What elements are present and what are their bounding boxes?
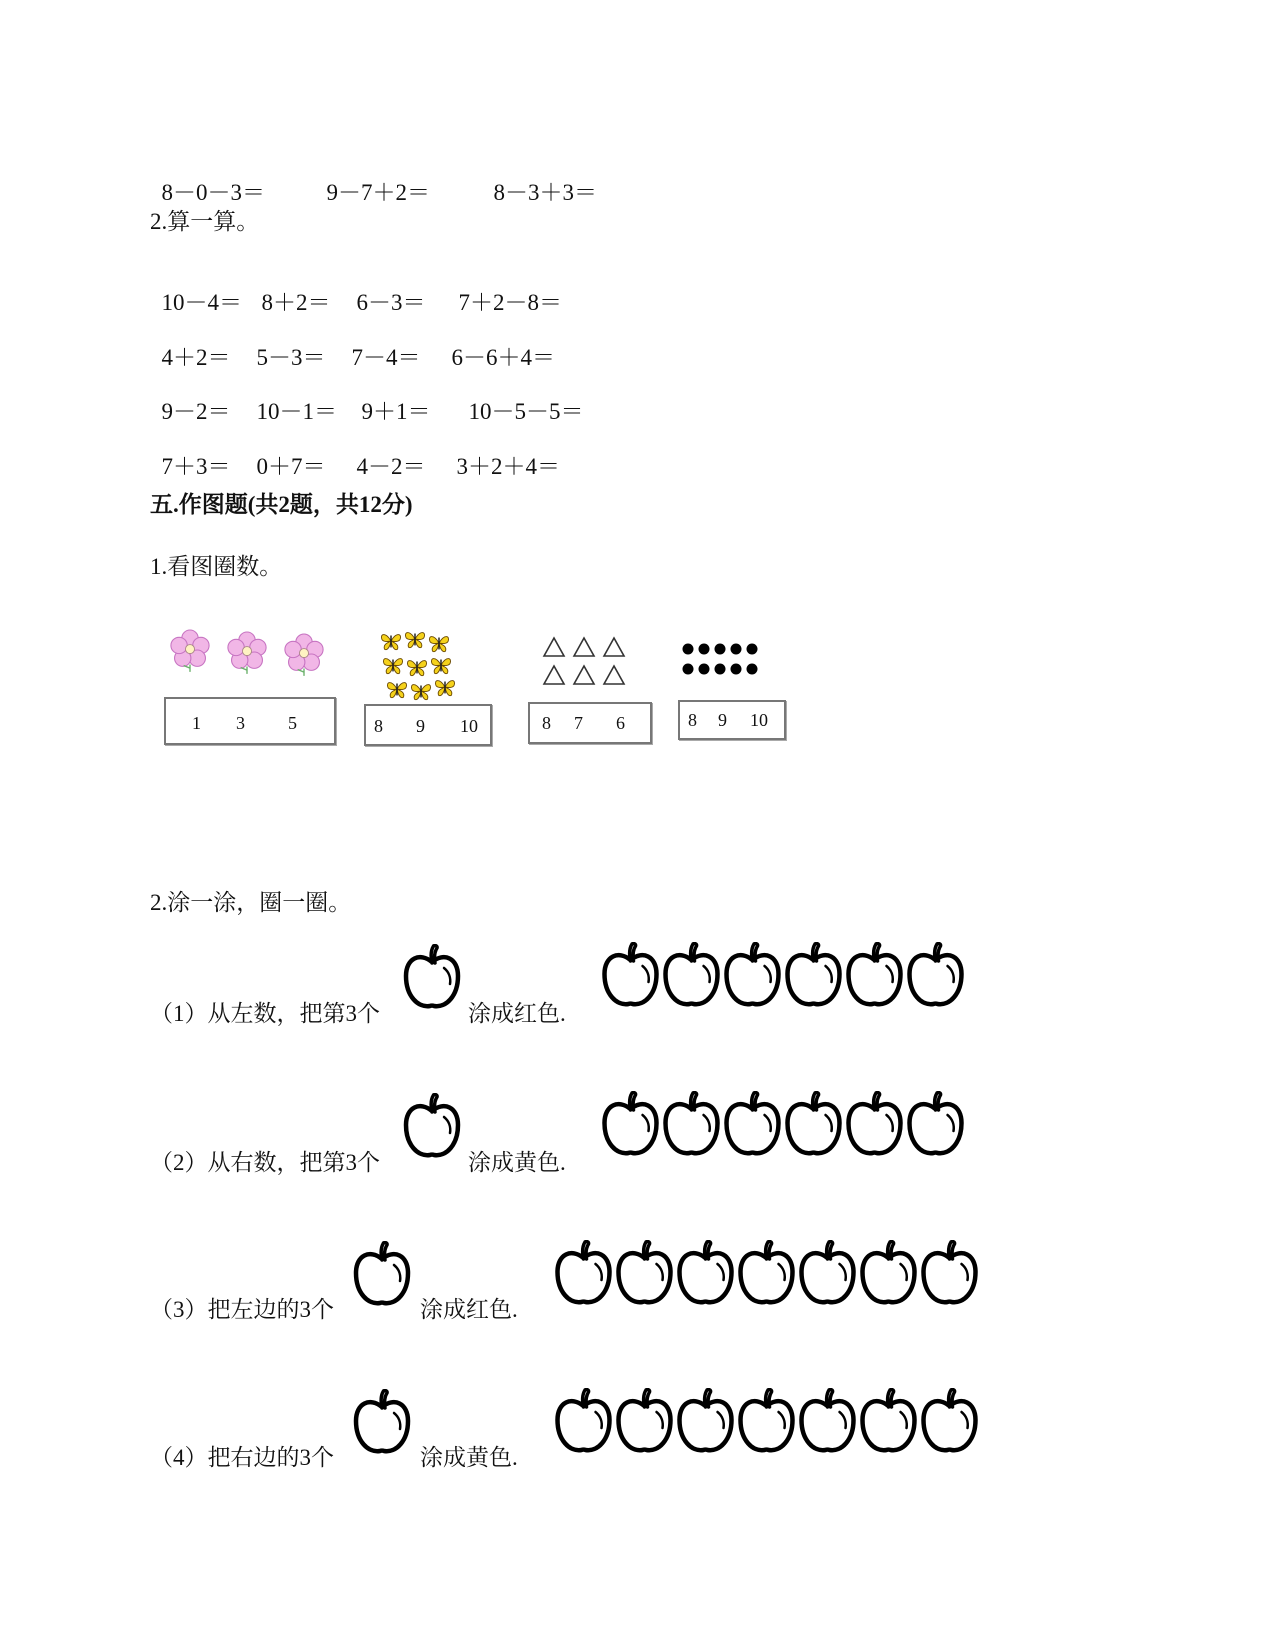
apple-icon[interactable] xyxy=(783,1091,844,1161)
triangle-icon xyxy=(574,638,594,656)
apple-icon[interactable] xyxy=(783,942,844,1012)
equation: 3＋2＋4＝ xyxy=(456,454,560,479)
dot-icon xyxy=(699,644,710,655)
number-option[interactable]: 1 xyxy=(192,713,201,733)
equation-row-3 xyxy=(150,367,584,426)
task-2-prefix: （2）从右数，把第3个 xyxy=(150,1150,380,1175)
task-1-suffix: 涂成红色. xyxy=(468,1001,566,1026)
equation-row-2 xyxy=(150,313,555,372)
task-2-suffix: 涂成黄色. xyxy=(468,1150,566,1175)
butterfly-icon xyxy=(428,632,450,654)
triangle-icon xyxy=(544,638,564,656)
butterfly-icon xyxy=(404,628,426,650)
apple-icon[interactable] xyxy=(675,1240,736,1310)
apple-icon[interactable] xyxy=(797,1240,858,1310)
apple-icon[interactable] xyxy=(553,1240,614,1310)
dot-icon xyxy=(747,664,758,675)
dot-icon xyxy=(683,644,694,655)
apple-icon[interactable] xyxy=(600,1091,661,1161)
equation: 9－7＋2＝ xyxy=(326,180,430,205)
equation: 8－3＋3＝ xyxy=(493,180,597,205)
apple-icon[interactable] xyxy=(905,1091,966,1161)
number-option[interactable]: 9 xyxy=(416,716,425,736)
equation: 10－4＝ xyxy=(161,290,242,315)
number-choice-box xyxy=(678,700,786,740)
triangle-group xyxy=(542,634,632,690)
apple-icon[interactable] xyxy=(553,1388,614,1458)
apple-icon[interactable] xyxy=(736,1240,797,1310)
dot-icon xyxy=(747,644,758,655)
equation: 10－1＝ xyxy=(256,399,337,424)
apple-icon[interactable] xyxy=(614,1388,675,1458)
triangle-icon xyxy=(544,666,564,684)
equation: 9－2＝ xyxy=(161,399,231,424)
task-3-prefix: （3）把左边的3个 xyxy=(150,1297,334,1322)
equation: 7＋2－8＝ xyxy=(458,290,562,315)
flower-icon xyxy=(284,632,324,676)
apple-icon[interactable] xyxy=(797,1388,858,1458)
dot-icon xyxy=(699,664,710,675)
equation: 6－3＝ xyxy=(356,290,426,315)
butterfly-icon xyxy=(382,654,404,676)
apple-row-2 xyxy=(600,1091,966,1161)
apple-icon xyxy=(402,1093,462,1163)
number-option[interactable]: 8 xyxy=(542,713,551,733)
question-2-title: 2.涂一涂，圈一圈。 xyxy=(150,890,352,915)
apple-icon[interactable] xyxy=(844,1091,905,1161)
flower-icon xyxy=(170,628,210,672)
task-1-prefix: （1）从左数，把第3个 xyxy=(150,1001,380,1026)
triangle-icon xyxy=(574,666,594,684)
dot-icon xyxy=(731,644,742,655)
apple-icon[interactable] xyxy=(736,1388,797,1458)
dot-icon xyxy=(731,664,742,675)
apple-icon[interactable] xyxy=(905,942,966,1012)
equation: 8－0－3＝ xyxy=(161,180,265,205)
apple-icon xyxy=(352,1389,412,1459)
equation-row-1 xyxy=(150,258,562,317)
apple-icon xyxy=(352,1241,412,1311)
butterfly-icon xyxy=(434,676,456,698)
equation: 7－4＝ xyxy=(351,345,421,370)
equation: 4－2＝ xyxy=(356,454,426,479)
equation: 9＋1＝ xyxy=(361,399,431,424)
apple-icon xyxy=(402,944,462,1014)
number-option[interactable]: 8 xyxy=(688,710,697,730)
butterfly-group xyxy=(380,628,460,702)
number-option[interactable]: 8 xyxy=(374,716,383,736)
apple-icon[interactable] xyxy=(722,1091,783,1161)
equation: 8＋2＝ xyxy=(261,290,331,315)
number-choice-box xyxy=(164,697,336,745)
number-option[interactable]: 9 xyxy=(718,710,727,730)
apple-icon[interactable] xyxy=(844,942,905,1012)
question-1-title: 1.看图圈数。 xyxy=(150,554,283,579)
flower-icon xyxy=(227,630,267,674)
apple-row-3 xyxy=(553,1240,980,1310)
apple-row-1 xyxy=(600,942,966,1012)
number-option[interactable]: 10 xyxy=(460,716,478,736)
dot-icon xyxy=(715,644,726,655)
number-option[interactable]: 5 xyxy=(288,713,297,733)
equation-row-0 xyxy=(150,148,597,207)
apple-row-4 xyxy=(553,1388,980,1458)
equation: 10－5－5＝ xyxy=(468,399,584,424)
equation: 7＋3＝ xyxy=(161,454,231,479)
number-option[interactable]: 6 xyxy=(616,713,625,733)
butterfly-icon xyxy=(406,656,428,678)
dot-group xyxy=(682,642,766,678)
butterfly-icon xyxy=(380,630,402,652)
number-option[interactable]: 3 xyxy=(236,713,245,733)
apple-icon[interactable] xyxy=(858,1388,919,1458)
task-4-prefix: （4）把右边的3个 xyxy=(150,1445,334,1470)
triangle-icon xyxy=(604,638,624,656)
apple-icon[interactable] xyxy=(858,1240,919,1310)
equation-row-4 xyxy=(150,422,560,481)
butterfly-icon xyxy=(386,678,408,700)
apple-icon[interactable] xyxy=(675,1388,736,1458)
number-option[interactable]: 7 xyxy=(574,713,583,733)
equation: 0＋7＝ xyxy=(256,454,326,479)
equation: 4＋2＝ xyxy=(161,345,231,370)
apple-icon[interactable] xyxy=(614,1240,675,1310)
question-2-title: 2.算一算。 xyxy=(150,209,260,234)
number-choice-box xyxy=(364,704,492,746)
equation: 6－6＋4＝ xyxy=(451,345,555,370)
task-4-suffix: 涂成黄色. xyxy=(420,1445,518,1470)
apple-icon[interactable] xyxy=(722,942,783,1012)
apple-icon[interactable] xyxy=(661,942,722,1012)
section-5-title: 五.作图题(共2题，共12分) xyxy=(150,492,413,517)
apple-icon[interactable] xyxy=(661,1091,722,1161)
apple-icon[interactable] xyxy=(600,942,661,1012)
number-choice-box xyxy=(528,702,652,744)
butterfly-icon xyxy=(430,654,452,676)
task-3-suffix: 涂成红色. xyxy=(420,1297,518,1322)
butterfly-icon xyxy=(410,680,432,702)
equation: 5－3＝ xyxy=(256,345,326,370)
number-option[interactable]: 10 xyxy=(750,710,768,730)
apple-icon[interactable] xyxy=(919,1388,980,1458)
apple-icon[interactable] xyxy=(919,1240,980,1310)
dot-icon xyxy=(715,664,726,675)
dot-icon xyxy=(683,664,694,675)
triangle-icon xyxy=(604,666,624,684)
